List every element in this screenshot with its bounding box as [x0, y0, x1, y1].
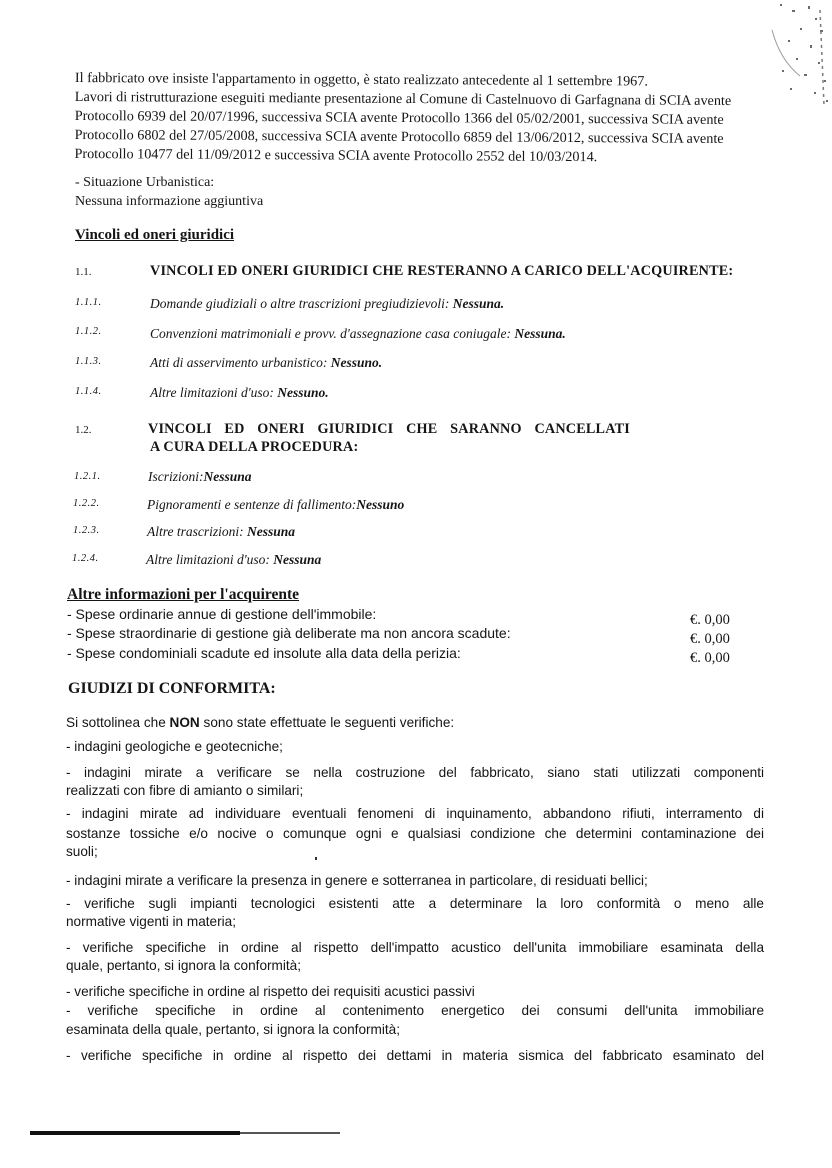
vincoli-heading: Vincoli ed oneri giuridici: [75, 227, 235, 243]
item-number: 1.1.4.: [75, 386, 102, 397]
item-value: Nessuna.: [514, 326, 566, 341]
intro-line: Protocollo 6802 del 27/05/2008, successiva SCIA avente Protocollo 6859 del 13/06/2012, successiva SCIA avente: [74, 126, 724, 147]
item-number: 1.2.1.: [74, 471, 101, 482]
item-text: Iscrizioni:: [148, 469, 204, 484]
section-title: VINCOLI ED ONERI GIURIDICI CHE SARANNO CANCELLATI: [148, 421, 630, 437]
urbanistica-block: [75, 173, 263, 211]
item-value: Nessuna.: [452, 296, 505, 311]
vincolo-item: [148, 469, 252, 485]
vincolo-item: [147, 497, 404, 513]
verifica-item-cont: quale, pertanto, si ignora la conformità;: [66, 958, 302, 973]
verifica-item: - verifiche specifiche in ordine al rispetto dei dettami in materia sismica del fabbricato esaminato del: [66, 1048, 764, 1063]
section-number: 1.1.: [75, 266, 92, 278]
urbanistica-value: Nessuna informazione aggiuntiva: [75, 194, 264, 209]
item-text: Convenzioni matrimoniali e provv. d'assegnazione casa coniugale:: [150, 326, 515, 341]
intro-line: Protocollo 6939 del 20/07/1996, successiva SCIA avente Protocollo 1366 del 05/02/2001, successiva SCIA avente: [74, 107, 724, 128]
verifica-item: - indagini geologiche e geotecniche;: [66, 739, 283, 754]
item-number: 1.1.1.: [75, 297, 102, 308]
verifica-item-cont: esaminata della quale, pertanto, si ignora la conformità;: [66, 1022, 400, 1037]
item-number: 1.1.2.: [75, 326, 102, 337]
vincolo-item: [146, 552, 321, 568]
verifica-item: - indagini mirate a verificare la presenza in genere e sotterranea in particolare, di residuati bellici;: [66, 873, 648, 888]
section-title: VINCOLI ED ONERI GIURIDICI CHE RESTERANNO A CARICO DELL'ACQUIRENTE:: [150, 263, 734, 279]
item-value: Nessuno.: [277, 385, 329, 400]
item-text: Domande giudiziali o altre trascrizioni pregiudizievoli:: [150, 296, 453, 311]
intro-line: Lavori di ristrutturazione eseguiti mediante presentazione al Comune di Castelnuovo di Garfagnana di SCIA avente: [74, 88, 732, 110]
item-value: Nessuna: [247, 524, 296, 539]
section-title-cont: A CURA DELLA PROCEDURA:: [150, 439, 359, 455]
verifica-item: - verifiche specifiche in ordine al rispetto dei requisiti acustici passivi: [66, 984, 475, 999]
giudizi-intro: [66, 715, 454, 730]
giudizi-heading: GIUDIZI DI CONFORMITA:: [68, 680, 276, 697]
spese-amount: €. 0,00: [690, 631, 730, 647]
item-value: Nessuno: [356, 497, 405, 512]
giudizi-intro-pre: Si sottolinea che: [66, 715, 170, 730]
item-text: Altre trascrizioni:: [147, 524, 247, 539]
intro-line: Il fabbricato ove insiste l'appartamento in oggetto, è stato realizzato antecedente al 1 settembre 1967.: [74, 69, 648, 90]
spese-amount: €. 0,00: [690, 612, 730, 628]
spese-label: - Spese ordinarie annue di gestione dell'immobile:: [67, 606, 377, 622]
intro-paragraph: [74, 69, 731, 168]
vincolo-item: [147, 524, 295, 540]
verifica-item-cont: sostanze tossiche e/o nocive o comunque ogni e qualsiasi condizione che determini contaminazione dei: [66, 826, 764, 841]
verifica-item: - indagini mirate ad individuare eventuali fenomeni di inquinamento, abbandono rifiuti, interramento di: [66, 806, 764, 821]
item-number: 1.1.3.: [75, 356, 102, 367]
spese-label: - Spese straordinarie di gestione già deliberate ma non ancora scadute:: [67, 625, 511, 641]
item-text: Altre limitazioni d'uso:: [146, 552, 274, 567]
item-text: Pignoramenti e sentenze di fallimento:: [147, 497, 357, 512]
giudizi-intro-post: sono state effettuate le seguenti verifiche:: [199, 715, 455, 730]
scan-corner-noise: [720, 0, 832, 110]
item-value: Nessuna: [203, 469, 252, 484]
scan-edge-bar: [30, 1131, 240, 1135]
item-value: Nessuno.: [330, 355, 383, 370]
vincolo-item: [150, 385, 329, 401]
intro-line: Protocollo 10477 del 11/09/2012 e successiva SCIA avente Protocollo 2552 del 10/03/2014.: [74, 145, 598, 166]
verifica-item: - verifiche specifiche in ordine al rispetto dell'impatto acustico dell'unita immobiliare esaminata della: [66, 940, 764, 955]
item-text: Atti di asservimento urbanistico:: [150, 355, 331, 370]
vincolo-item: [150, 326, 566, 342]
verifica-item-cont: realizzati con fibre di amianto o similari;: [66, 783, 304, 798]
scan-speck: [315, 857, 317, 860]
item-text: Altre limitazioni d'uso:: [150, 385, 278, 400]
item-number: 1.2.3.: [73, 525, 100, 536]
vincolo-item: [150, 296, 504, 312]
verifica-item-cont: normative vigenti in materia;: [66, 914, 236, 929]
verifica-item: - verifiche sugli impianti tecnologici esistenti atte a determinare la loro conformità o meno alle: [66, 896, 764, 911]
verifica-item: - verifiche specifiche in ordine al contenimento energetico dei consumi dell'unita immobiliare: [66, 1003, 764, 1018]
vincolo-item: [150, 355, 382, 371]
spese-label: - Spese condominiali scadute ed insolute alla data della perizia:: [67, 645, 461, 661]
verifica-item: - indagini mirate a verificare se nella costruzione del fabbricato, siano stati utilizzati componenti: [66, 765, 764, 780]
scan-edge-bar-tail: [240, 1132, 340, 1134]
verifica-item-cont: suoli;: [66, 844, 98, 859]
section-number: 1.2.: [75, 424, 92, 436]
altre-info-heading: Altre informazioni per l'acquirente: [67, 586, 300, 603]
item-number: 1.2.2.: [73, 498, 100, 509]
item-value: Nessuna: [273, 552, 322, 567]
urbanistica-label: - Situazione Urbanistica:: [75, 175, 215, 190]
giudizi-intro-bold: NON: [169, 715, 200, 730]
spese-amount: €. 0,00: [690, 650, 730, 666]
item-number: 1.2.4.: [72, 553, 99, 564]
